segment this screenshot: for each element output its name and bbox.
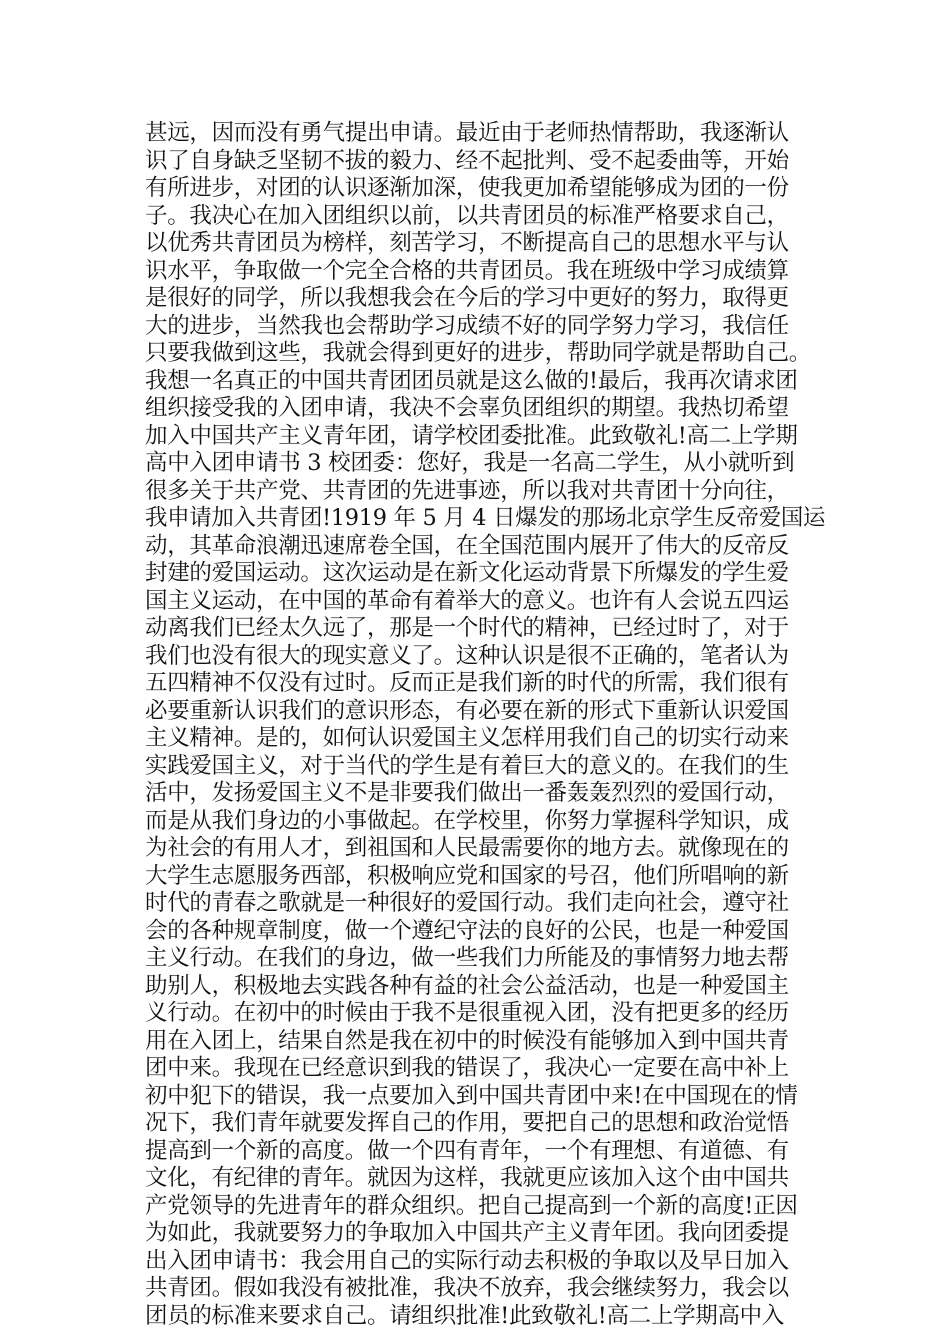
text-line: 况下，我们青年就要发挥自己的作用，要把自己的思想和政治觉悟 xyxy=(145,1110,789,1136)
text-line: 只要我做到这些，我就会得到更好的进步，帮助同学就是帮助自己。 xyxy=(145,340,812,366)
text-line: 活中，发扬爱国主义不是非要我们做出一番轰轰烈烈的爱国行动， xyxy=(145,780,789,806)
text-line: 为如此，我就要努力的争取加入中国共产主义青年团。我向团委提 xyxy=(145,1220,789,1246)
text-line: 时代的青春之歌就是一种很好的爱国行动。我们走向社会，遵守社 xyxy=(145,890,789,916)
text-line: 义行动。在初中的时候由于我不是很重视入团，没有把更多的经历 xyxy=(145,1000,789,1026)
text-line: 必要重新认识我们的意识形态，有必要在新的形式下重新认识爱国 xyxy=(145,697,789,724)
text-line: 主义行动。在我们的身边，做一些我们力所能及的事情努力地去帮 xyxy=(145,945,789,971)
text-line: 而是从我们身边的小事做起。在学校里，你努力掌握科学知识，成 xyxy=(145,807,789,834)
text-line: 出入团申请书：我会用自己的实际行动去积极的争取以及早日加入 xyxy=(145,1247,789,1274)
text-line: 我想一名真正的中国共青团团员就是这么做的!最后，我再次请求团 xyxy=(145,367,798,394)
text-line: 高中入团申请书 3 校团委：您好，我是一名高二学生，从小就听到 xyxy=(145,450,795,476)
text-line: 甚远，因而没有勇气提出申请。最近由于老师热情帮助，我逐渐认 xyxy=(145,120,789,146)
text-line: 团员的标准来要求自己。请组织批准!此致敬礼!高二上学期高中入 xyxy=(145,1302,785,1329)
text-line: 初中犯下的错误，我一点要加入到中国共青团中来!在中国现在的情 xyxy=(145,1082,798,1109)
text-line: 有所进步，对团的认识逐渐加深，使我更加希望能够成为团的一份 xyxy=(145,175,789,201)
text-line: 提高到一个新的高度。做一个四有青年，一个有理想、有道德、有 xyxy=(145,1137,789,1164)
text-line: 动，其革命浪潮迅速席卷全国，在全国范围内展开了伟大的反帝反 xyxy=(145,532,789,559)
text-line: 为社会的有用人才，到祖国和人民最需要你的地方去。就像现在的 xyxy=(145,835,789,861)
text-line: 团中来。我现在已经意识到我的错误了，我决心一定要在高中补上 xyxy=(145,1055,789,1081)
text-line: 会的各种规章制度，做一个遵纪守法的良好的公民，也是一种爱国 xyxy=(145,917,789,944)
text-line: 识了自身缺乏坚韧不拔的毅力、经不起批判、受不起委曲等，开始 xyxy=(145,147,789,174)
text-line: 用在入团上，结果自然是我在初中的时候没有能够加入到中国共青 xyxy=(145,1027,789,1054)
text-line: 加入中国共产主义青年团，请学校团委批准。此致敬礼!高二上学期 xyxy=(145,422,798,449)
text-line: 五四精神不仅没有过时。反而正是我们新的时代的所需，我们很有 xyxy=(145,670,789,696)
text-line: 组织接受我的入团申请，我决不会辜负团组织的期望。我热切希望 xyxy=(145,395,789,421)
text-line: 我申请加入共青团!1919 年 5 月 4 日爆发的那场北京学生反帝爱国运 xyxy=(145,505,826,531)
text-line: 子。我决心在加入团组织以前，以共青团员的标准严格要求自己， xyxy=(145,202,789,229)
text-line: 大学生志愿服务西部，积极响应党和国家的号召，他们所唱响的新 xyxy=(145,862,789,889)
text-line: 助别人，积极地去实践各种有益的社会公益活动，也是一种爱国主 xyxy=(145,972,789,999)
text-line: 大的进步，当然我也会帮助学习成绩不好的同学努力学习，我信任 xyxy=(145,312,789,339)
body-text xyxy=(145,120,825,1330)
text-line: 产党领导的先进青年的群众组织。把自己提高到一个新的高度!正因 xyxy=(145,1192,798,1219)
text-line: 识水平，争取做一个完全合格的共青团员。我在班级中学习成绩算 xyxy=(145,257,789,284)
text-line: 很多关于共产党、共青团的先进事迹，所以我对共青团十分向往， xyxy=(145,477,789,504)
text-line: 以优秀共青团员为榜样，刻苦学习，不断提高自己的思想水平与认 xyxy=(145,230,789,256)
text-line: 文化，有纪律的青年。就因为这样，我就更应该加入这个由中国共 xyxy=(145,1165,789,1191)
text-line: 动离我们已经太久远了，那是一个时代的精神，已经过时了，对于 xyxy=(145,615,789,641)
text-line: 封建的爱国运动。这次运动是在新文化运动背景下所爆发的学生爱 xyxy=(145,560,789,586)
text-line: 共青团。假如我没有被批准，我决不放弃，我会继续努力，我会以 xyxy=(145,1275,789,1301)
text-line: 实践爱国主义，对于当代的学生是有着巨大的意义的。在我们的生 xyxy=(145,752,789,779)
text-line: 我们也没有很大的现实意义了。这种认识是很不正确的，笔者认为 xyxy=(145,642,789,669)
text-line: 国主义运动，在中国的革命有着举大的意义。也许有人会说五四运 xyxy=(145,587,789,614)
text-line: 主义精神。是的，如何认识爱国主义怎样用我们自己的切实行动来 xyxy=(145,725,789,751)
text-line: 是很好的同学，所以我想我会在今后的学习中更好的努力，取得更 xyxy=(145,285,789,311)
